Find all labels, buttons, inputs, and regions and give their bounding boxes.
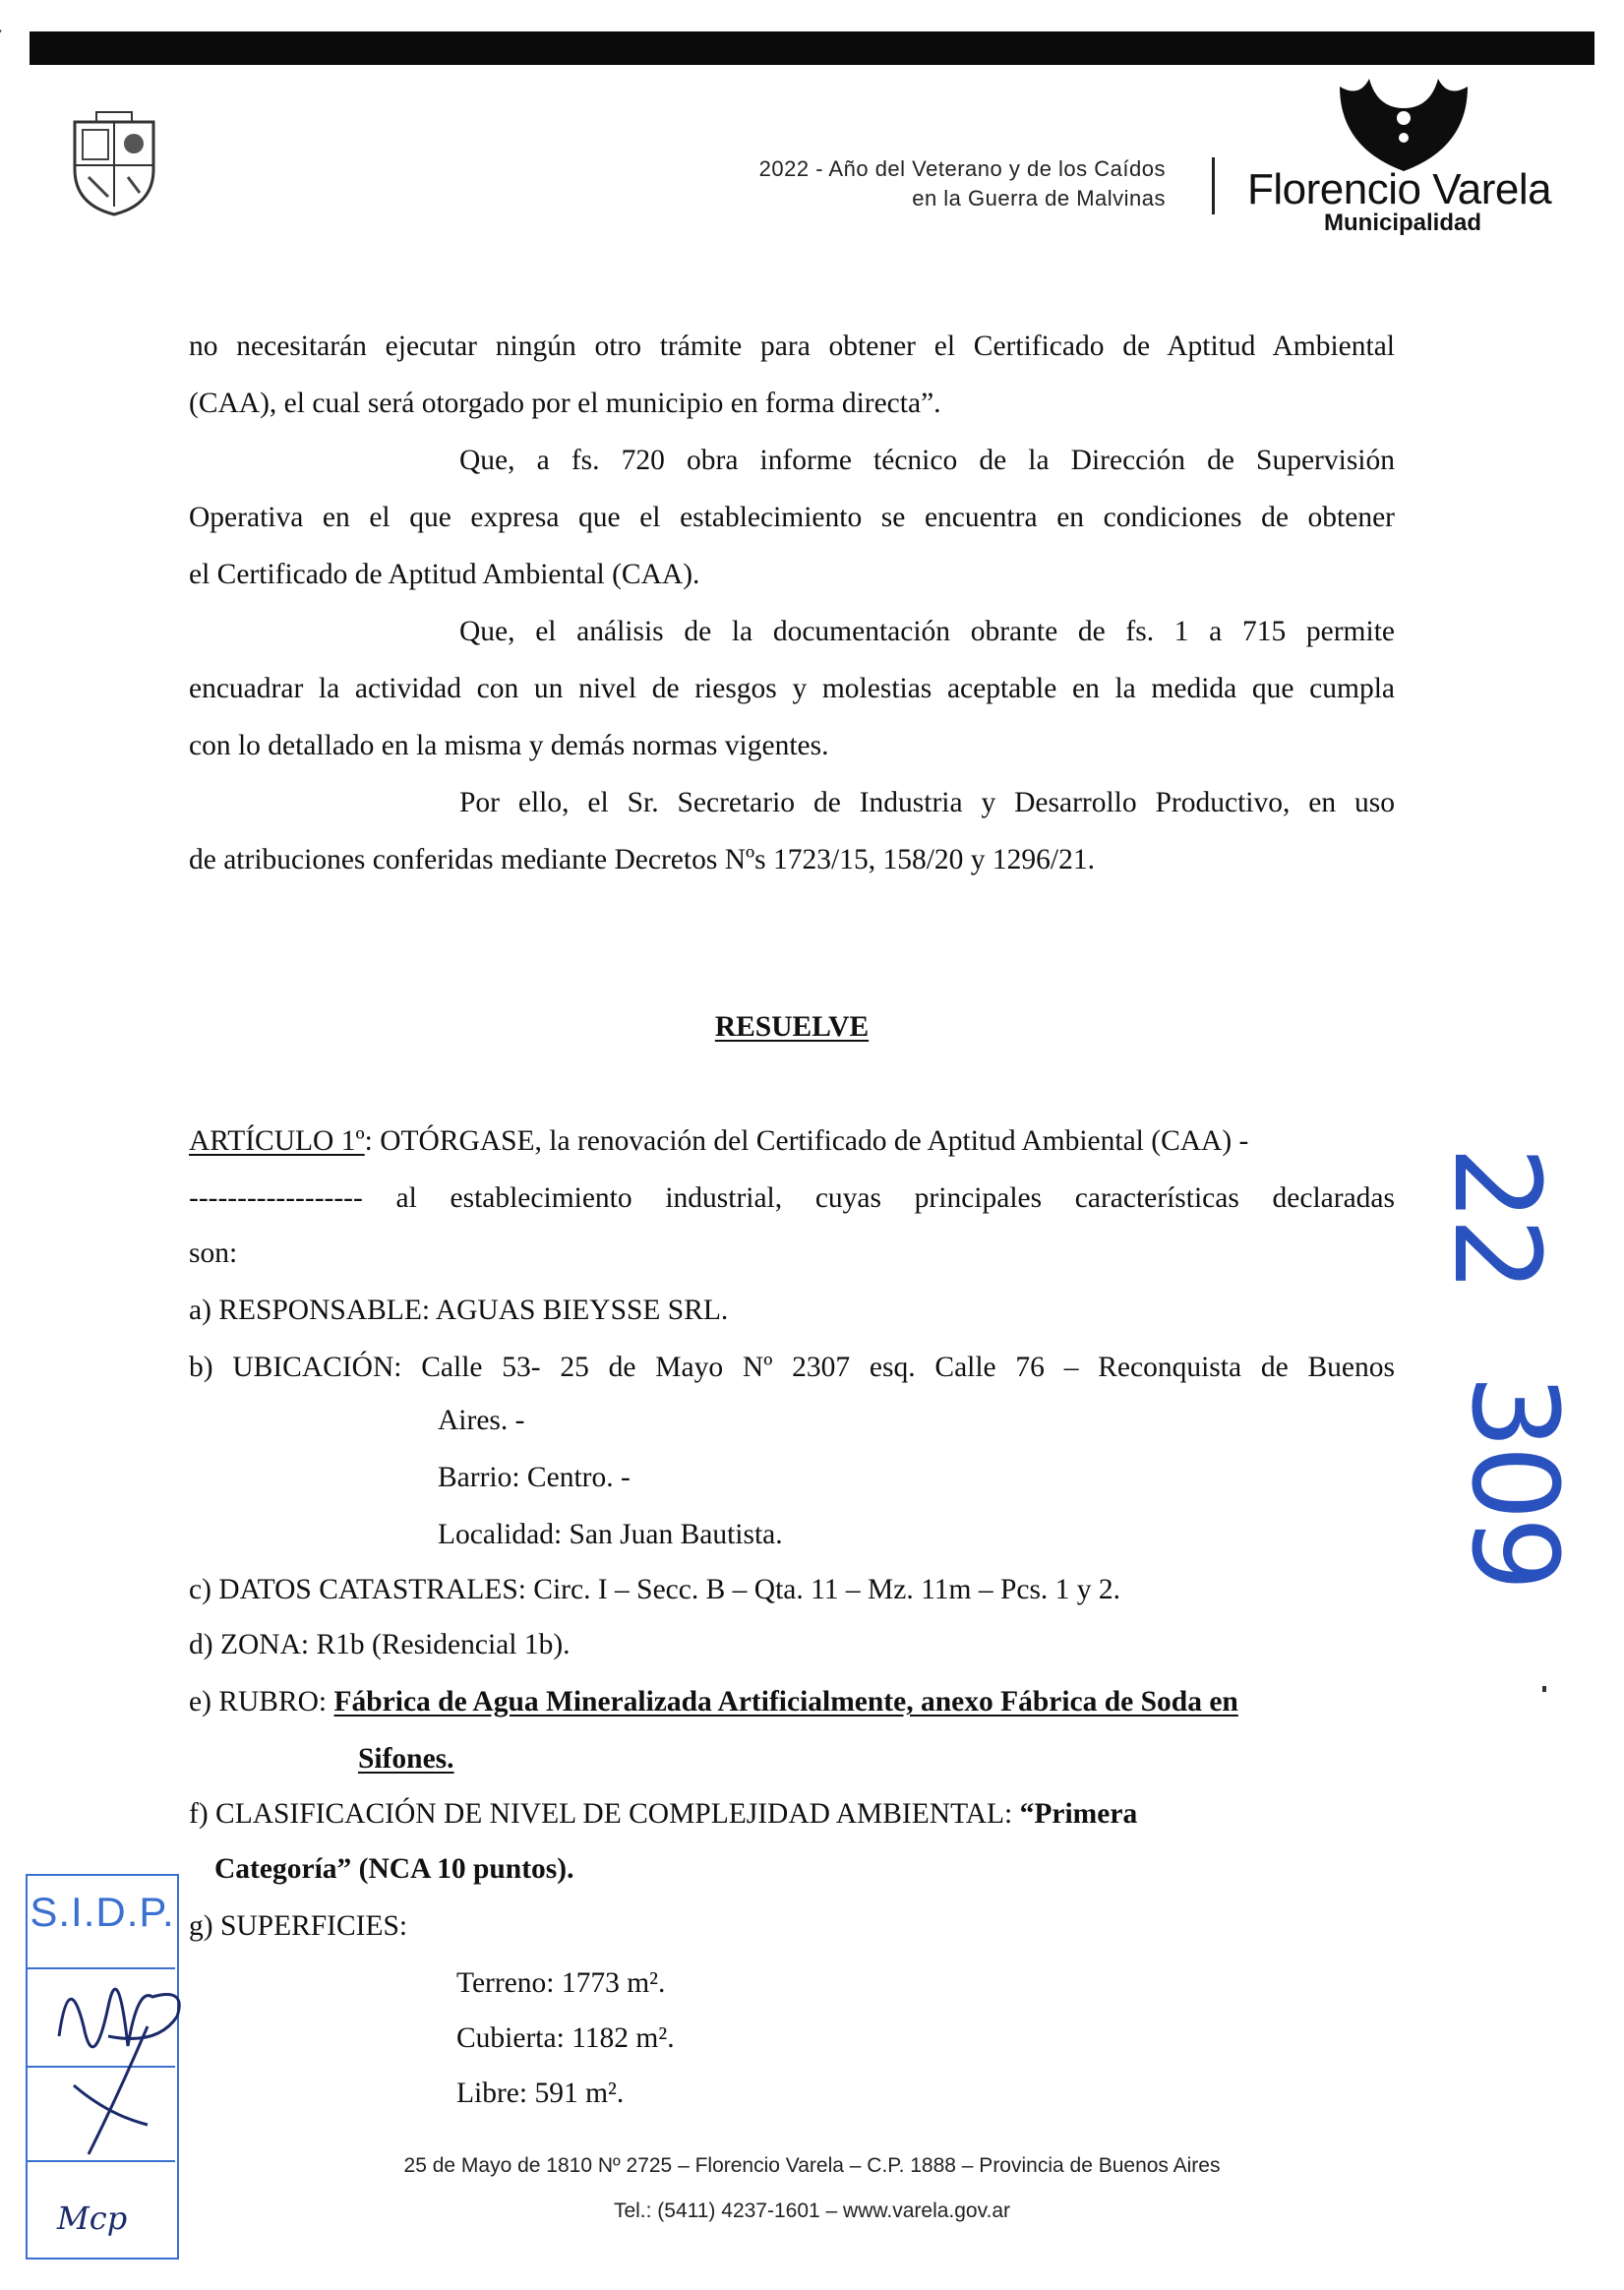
- florencio-varela-logo-icon: [1330, 69, 1477, 177]
- item-e-prefix: e) RUBRO:: [189, 1686, 334, 1718]
- item-d: d) ZONA: R1b (Residencial 1b).: [189, 1629, 571, 1660]
- signature-icon: [39, 1928, 207, 2174]
- article-1-line-3: son:: [189, 1237, 238, 1269]
- item-c: c) DATOS CATASTRALES: Circ. I – Secc. B – Qta. 11 – Mz. 11m – Pcs. 1 y 2.: [189, 1574, 1121, 1605]
- item-g-terreno: Terreno: 1773 m².: [456, 1967, 666, 1999]
- item-b-localidad: Localidad: San Juan Bautista.: [438, 1519, 783, 1550]
- motto-line-2: en la Guerra de Malvinas: [912, 186, 1166, 211]
- body-line-7: encuadrar la actividad con un nivel de riesgos y molestias aceptable en la medida que cumpla: [189, 673, 1395, 704]
- item-e: [189, 1682, 1395, 1721]
- item-f-prefix: f) CLASIFICACIÓN DE NIVEL DE COMPLEJIDAD AMBIENTAL:: [189, 1798, 1020, 1830]
- item-f: [189, 1794, 1395, 1834]
- header-motto: [590, 154, 1166, 213]
- body-line-9: Por ello, el Sr. Secretario de Industria y Desarrollo Productivo, en uso: [459, 787, 1395, 818]
- item-b-line-2: Aires. -: [438, 1405, 525, 1436]
- item-g-libre: Libre: 591 m².: [456, 2078, 625, 2109]
- stamp-label: S.I.D.P.: [30, 1889, 175, 1935]
- footer-address: 25 de Mayo de 1810 Nº 2725 – Florencio Varela – C.P. 1888 – Provincia de Buenos Aires: [403, 2154, 1221, 2177]
- body-line-2: (CAA), el cual será otorgado por el municipio en forma directa”.: [189, 388, 941, 419]
- handwritten-number-bottom: 309: [1445, 1373, 1583, 1589]
- article-1-text: : OTÓRGASE, la renovación del Certificado de Aptitud Ambiental (CAA) -: [364, 1125, 1249, 1157]
- item-g: g) SUPERFICIES:: [189, 1910, 408, 1942]
- body-line-5: el Certificado de Aptitud Ambiental (CAA).: [189, 559, 700, 590]
- top-bar: [30, 31, 1594, 65]
- footer-contact: Tel.: (5411) 4237-1601 – www.varela.gov.ar: [613, 2200, 1011, 2222]
- item-a: a) RESPONSABLE: AGUAS BIEYSSE SRL.: [189, 1295, 729, 1326]
- corner-mark: [0, 30, 2, 67]
- header-divider: [1212, 157, 1215, 214]
- handwritten-number-top: 22: [1426, 1146, 1564, 1289]
- brand-name: Florencio Varela: [1247, 165, 1552, 213]
- body-line-8: con lo detallado en la misma y demás normas vigentes.: [189, 730, 829, 761]
- speck: [1542, 1686, 1546, 1692]
- body-line-1: no necesitarán ejecutar ningún otro trámite para obtener el Certificado de Aptitud Ambiental: [189, 331, 1395, 362]
- stamp-initials: Mcp: [57, 2200, 128, 2237]
- motto-line-1: 2022 - Año del Veterano y de los Caídos: [758, 156, 1166, 181]
- article-1-line-2: ------------------ al establecimiento industrial, cuyas principales características declaradas: [189, 1182, 1395, 1214]
- article-1-line-1: [189, 1121, 1395, 1161]
- resuelve-heading: RESUELVE: [714, 1011, 870, 1043]
- item-b-barrio: Barrio: Centro. -: [438, 1462, 631, 1493]
- body-line-4: Operativa en el que expresa que el establecimiento se encuentra en condiciones de obtener: [189, 502, 1395, 533]
- item-f-line-2: Categoría” (NCA 10 puntos).: [214, 1853, 574, 1885]
- item-e-rubro: Fábrica de Agua Mineralizada Artificialmente, anexo Fábrica de Soda en: [333, 1686, 1238, 1718]
- body-line-3: Que, a fs. 720 obra informe técnico de la Dirección de Supervisión: [459, 445, 1395, 476]
- body-line-10: de atribuciones conferidas mediante Decretos Nºs 1723/15, 158/20 y 1296/21.: [189, 844, 1095, 875]
- body-line-6: Que, el análisis de la documentación obrante de fs. 1 a 715 permite: [459, 616, 1395, 647]
- item-b: b) UBICACIÓN: Calle 53- 25 de Mayo Nº 2307 esq. Calle 76 – Reconquista de Buenos: [189, 1352, 1395, 1383]
- coat-of-arms-icon: [69, 108, 159, 216]
- brand-subtitle: Municipalidad: [1324, 210, 1482, 236]
- item-e-line-2: Sifones.: [358, 1743, 454, 1775]
- article-1-label: ARTÍCULO 1º: [189, 1125, 365, 1157]
- item-f-category: “Primera: [1019, 1798, 1138, 1830]
- item-g-cubierta: Cubierta: 1182 m².: [456, 2022, 675, 2054]
